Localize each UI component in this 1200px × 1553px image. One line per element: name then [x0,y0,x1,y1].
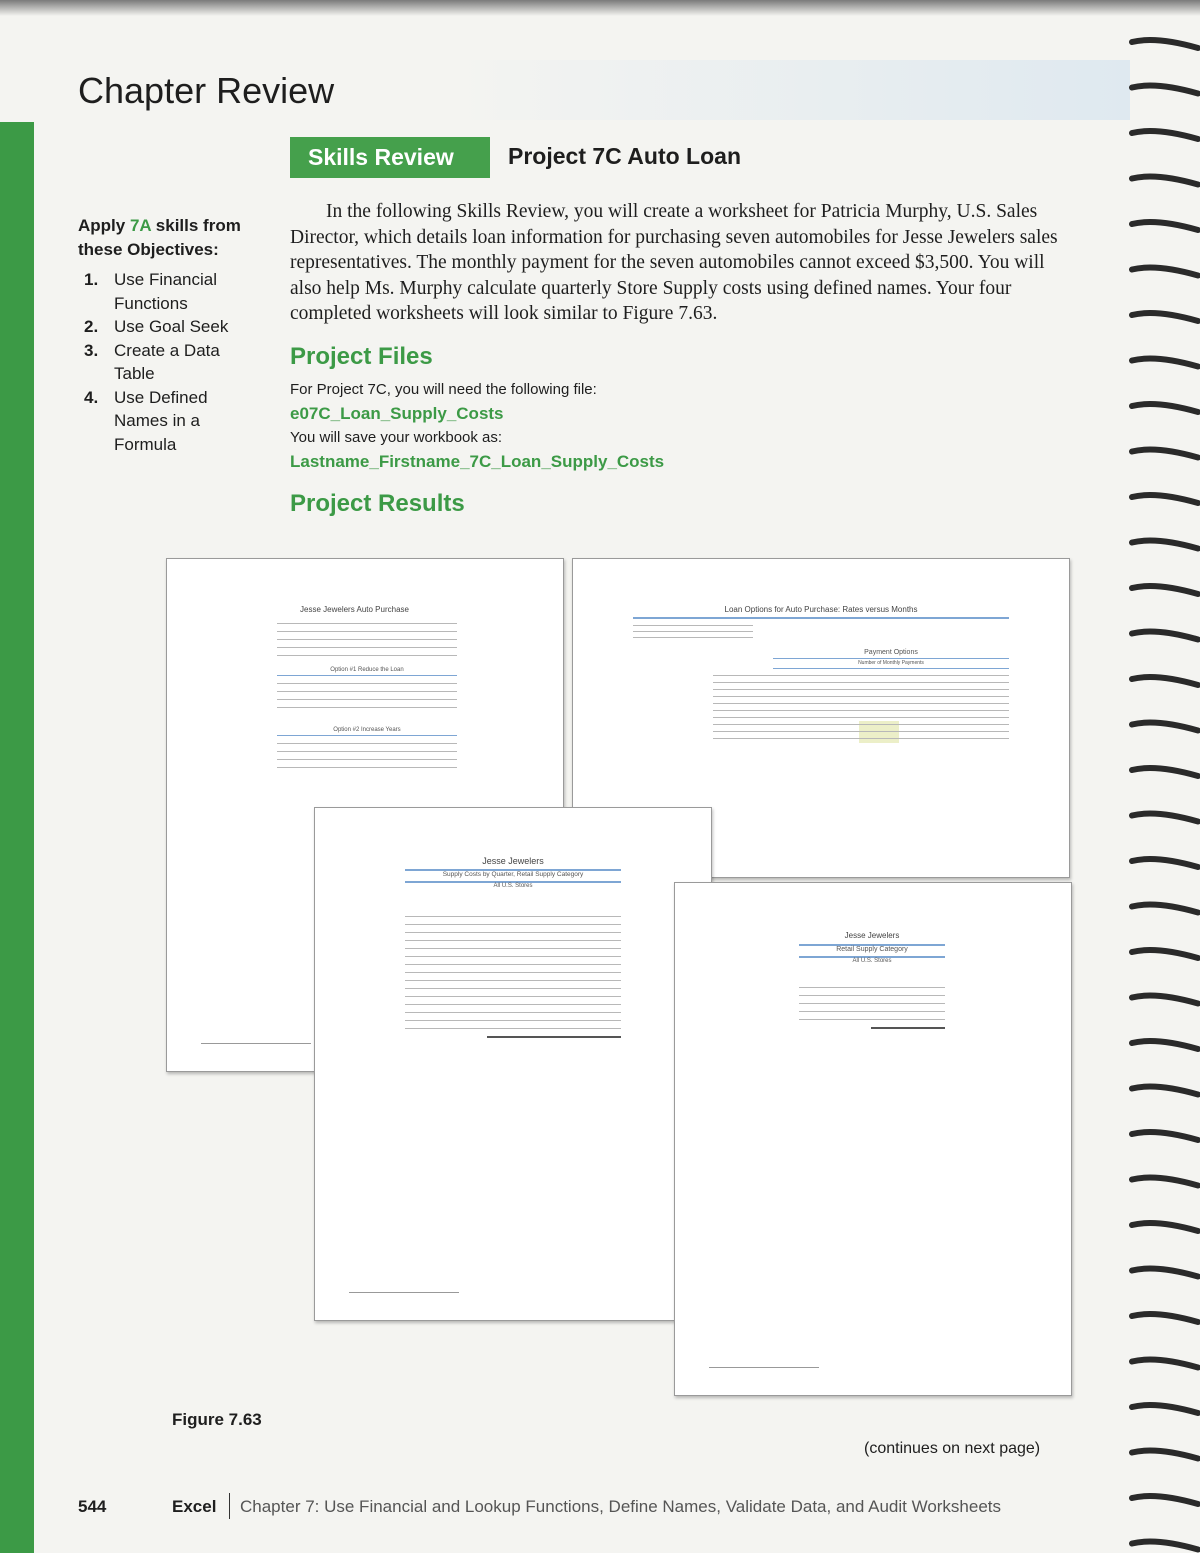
save-file-name: Lastname_Firstname_7C_Loan_Supply_Costs [290,452,665,471]
cell-row [713,738,1009,739]
cell-row [405,924,621,925]
chapter-title: Chapter Review [78,70,335,111]
cell-row [405,932,621,933]
sheet-footer-mark [201,1043,311,1044]
figure-caption: Figure 7.63 [172,1410,262,1429]
objective-item: 2. Use Goal Seek [84,317,229,336]
footer-divider [229,1493,230,1519]
spiral-coil [1132,359,1198,367]
apply-objectives-heading: Apply 7A skills from these Objectives: [78,216,241,259]
spiral-coil [1132,1451,1198,1459]
cell-row [633,631,753,632]
cell-row [799,995,945,996]
chapter-line: Chapter 7: Use Financial and Lookup Functions, Define Names, Validate Data, and Audit Worksheets [240,1497,1002,1516]
cell-row [277,623,457,624]
cell-row [277,699,457,700]
cell-row [405,956,621,957]
cell-row [713,689,1009,690]
start-file-name: e07C_Loan_Supply_Costs [290,404,504,423]
cell-row [405,980,621,981]
spiral-coil [1132,1223,1198,1231]
cell-row [277,631,457,632]
spiral-coil [1132,541,1198,549]
sheet-subtitle: Retail Supply Category [836,946,908,953]
cell-row [277,751,457,752]
cell-row [277,683,457,684]
spiral-coil [1132,1132,1198,1140]
cell-row [799,1003,945,1004]
spiral-coil [1132,586,1198,594]
sheet-title: Jesse Jewelers [844,931,900,940]
cell-row [405,996,621,997]
intro-paragraph: In the following Skills Review, you will create a worksheet for Patricia Murphy, U.S. Sales Director, which details loan information for purchasing seven automobiles for Jesse Jewelers sales representatives. The monthly payment for the seven automobiles cannot exceed $3,500. You will also help Ms. Murphy calculate quarterly Store Supply costs using defined names. Your four completed worksheets will look similar to Figure 7.63. [290,201,1058,324]
cell-row [713,682,1009,683]
spiral-coil [1132,268,1198,276]
table-border [773,658,1009,659]
spiral-coil [1132,313,1198,321]
spiral-coil [1132,86,1198,94]
option2-label: Option #2 Increase Years [333,727,401,733]
spiral-coil [1132,905,1198,913]
spiral-coil [1132,1314,1198,1322]
cell-row [277,767,457,768]
need-file-text: For Project 7C, you will need the following file: [290,381,597,398]
cell-row [799,1019,945,1020]
cell-row [405,988,621,989]
book-name: Excel [172,1497,217,1516]
cell-row [799,1011,945,1012]
cell-row [713,696,1009,697]
cell-row [633,625,753,626]
cell-row [277,647,457,648]
cell-row [713,675,1009,676]
cell-row [405,1028,621,1029]
cell-row [405,1020,621,1021]
sheet-title: Loan Options for Auto Purchase: Rates versus Months [724,605,918,614]
project-title: Project 7C Auto Loan [508,143,741,169]
objective-item: 1. Use Financial Functions [84,270,217,313]
spiral-coil [1132,1496,1198,1504]
spiral-coil [1132,768,1198,776]
save-as-text: You will save your workbook as: [290,429,503,446]
cell-row [405,972,621,973]
spiral-coil [1132,1178,1198,1186]
sheet-stores: All U.S. Stores [493,883,533,889]
sheet-stores: All U.S. Stores [852,958,892,964]
apply-code: 7A [129,216,152,235]
objective-item: 3. Create a Data Table [84,340,220,383]
payment-options-label: Payment Options [864,649,918,656]
skills-review-badge: Skills Review [290,137,490,178]
worksheet-retail-supply [674,882,1072,1396]
spiral-coil [1132,131,1198,139]
page-top-shadow [0,0,1200,16]
cell-row [713,710,1009,711]
cell-row [405,940,621,941]
option1-label: Option #1 Reduce the Loan [330,667,404,673]
objective-item: 4. Use Defined Names in a Formula [84,387,208,454]
spiral-coil [1132,677,1198,685]
sheet-subtitle: Supply Costs by Quarter, Retail Supply Category [442,871,584,878]
cell-row [405,948,621,949]
cell-row [633,637,753,638]
objectives-list [84,268,249,456]
cell-row [713,724,1009,725]
cell-row [405,1004,621,1005]
spiral-coil [1132,996,1198,1004]
spiral-coil [1132,1405,1198,1413]
cell-row [713,717,1009,718]
table-border [277,735,457,736]
spiral-binding [1126,0,1200,1553]
spiral-coil [1132,1087,1198,1095]
spiral-coil [1132,1360,1198,1368]
cell-row [405,1012,621,1013]
sheet-title: Jesse Jewelers [482,856,544,866]
spiral-coil [1132,950,1198,958]
sheet-footer-mark [349,1292,459,1293]
cell-row [277,639,457,640]
table-border [773,668,1009,669]
totals-row [487,1036,621,1038]
cell-row [277,707,457,708]
spiral-coil [1132,1269,1198,1277]
chapter-green-bar [0,122,34,1553]
totals-row [871,1027,945,1029]
spiral-coil [1132,222,1198,230]
spiral-coil [1132,859,1198,867]
sheet-title: Jesse Jewelers Auto Purchase [300,605,409,614]
spiral-coil [1132,177,1198,185]
months-label: Number of Monthly Payments [858,660,924,666]
cell-row [277,655,457,656]
project-results-heading: Project Results [290,490,465,517]
spiral-coil [1132,1542,1198,1550]
worksheet-supply-costs [314,807,712,1321]
sheet-footer-mark [709,1367,819,1368]
cell-row [713,731,1009,732]
continues-note: (continues on next page) [864,1440,1041,1457]
table-border [633,617,1009,619]
project-files-heading: Project Files [290,343,433,370]
spiral-coil [1132,404,1198,412]
spiral-coil [1132,40,1198,48]
cell-row [277,743,457,744]
cell-row [405,964,621,965]
page-number: 544 [78,1497,107,1516]
cell-row [713,703,1009,704]
table-border [277,675,457,676]
spiral-coil [1132,814,1198,822]
spiral-coil [1132,723,1198,731]
cell-row [405,916,621,917]
cell-row [277,759,457,760]
spiral-coil [1132,495,1198,503]
spiral-coil [1132,632,1198,640]
spiral-coil [1132,1041,1198,1049]
cell-row [799,987,945,988]
spiral-coil [1132,450,1198,458]
cell-row [277,691,457,692]
